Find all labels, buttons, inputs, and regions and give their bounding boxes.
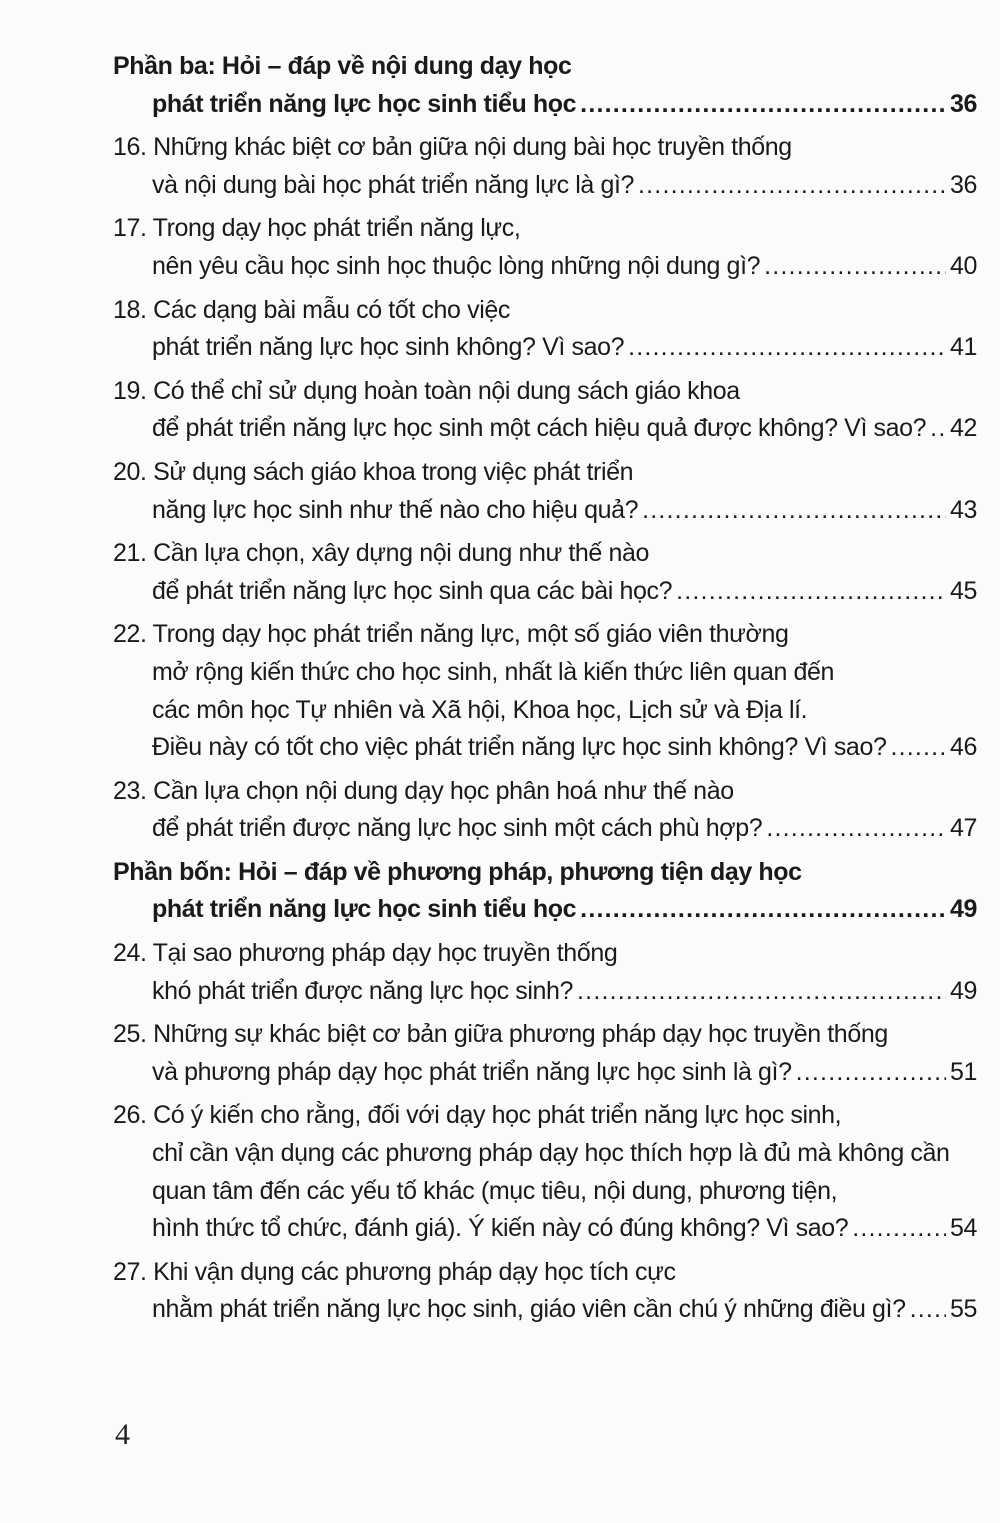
table-of-contents	[113, 48, 977, 1335]
toc-line-text: và phương pháp dạy học phát triển năng lực học sinh là gì?	[152, 1057, 792, 1086]
toc-line-text: để phát triển năng lực học sinh một cách hiệu quả được không? Vì sao?	[152, 414, 927, 443]
toc-line	[113, 410, 977, 448]
toc-page-number: 36	[949, 170, 977, 199]
toc-line-text: khó phát triển được năng lực học sinh?	[152, 976, 574, 1005]
toc-line: 16. Những khác biệt cơ bản giữa nội dung bài học truyền thống	[113, 133, 792, 162]
toc-line-text: để phát triển được năng lực học sinh một cách phù hợp?	[152, 814, 763, 843]
toc-line: 18. Các dạng bài mẫu có tốt cho việc	[113, 295, 510, 324]
toc-page-number: 46	[949, 733, 977, 762]
toc-item	[113, 210, 977, 285]
toc-page-number: 45	[949, 576, 977, 605]
toc-item	[113, 129, 977, 204]
toc-line-text: và nội dung bài học phát triển năng lực là gì?	[152, 170, 635, 199]
toc-line: 23. Cần lựa chọn nội dung dạy học phân hoá như thế nào	[113, 776, 734, 805]
toc-item	[113, 1097, 977, 1247]
toc-page-number: 36	[949, 89, 977, 118]
toc-line-text: nhằm phát triển năng lực học sinh, giáo viên cần chú ý những điều gì?	[152, 1295, 906, 1324]
toc-line	[113, 329, 977, 367]
toc-item	[113, 616, 977, 766]
toc-line: các môn học Tự nhiên và Xã hội, Khoa học, Lịch sử và Địa lí.	[152, 695, 808, 724]
toc-line: chỉ cần vận dụng các phương pháp dạy học thích hợp là đủ mà không cần	[152, 1139, 950, 1168]
toc-page-number: 54	[949, 1214, 977, 1243]
toc-line: 21. Cần lựa chọn, xây dựng nội dung như thế nào	[113, 539, 649, 568]
dot-leader	[577, 973, 946, 1011]
dot-leader	[766, 810, 946, 848]
dot-leader	[910, 1291, 946, 1329]
toc-item	[113, 535, 977, 610]
dot-leader	[796, 1054, 946, 1092]
dot-leader	[890, 729, 946, 767]
dot-leader	[764, 248, 946, 286]
toc-part-heading	[113, 48, 977, 123]
toc-page-number: 55	[949, 1295, 977, 1324]
toc-line	[113, 973, 977, 1011]
toc-item	[113, 373, 977, 448]
toc-page-number: 40	[949, 251, 977, 280]
toc-line: 26. Có ý kiến cho rằng, đối với dạy học phát triển năng lực học sinh,	[113, 1101, 842, 1130]
toc-line	[113, 891, 977, 929]
dot-leader	[852, 1210, 946, 1248]
page-number: 4	[115, 1418, 130, 1451]
toc-line-text: năng lực học sinh như thế nào cho hiệu quả?	[152, 495, 639, 524]
toc-item	[113, 935, 977, 1010]
dot-leader	[638, 167, 946, 205]
dot-leader	[930, 410, 946, 448]
dot-leader	[676, 573, 946, 611]
toc-item	[113, 292, 977, 367]
toc-item	[113, 1254, 977, 1329]
toc-line: Phần bốn: Hỏi – đáp về phương pháp, phương tiện dạy học	[113, 857, 802, 886]
toc-line-text: phát triển năng lực học sinh tiểu học	[152, 895, 577, 924]
toc-line	[113, 1054, 977, 1092]
toc-line: mở rộng kiến thức cho học sinh, nhất là kiến thức liên quan đến	[152, 657, 835, 686]
toc-line	[113, 1210, 977, 1248]
toc-part-heading	[113, 854, 977, 929]
toc-line-text: phát triển năng lực học sinh không? Vì sao?	[152, 333, 625, 362]
toc-line-text: hình thức tổ chức, đánh giá). Ý kiến này có đúng không? Vì sao?	[152, 1214, 849, 1243]
toc-line: 25. Những sự khác biệt cơ bản giữa phương pháp dạy học truyền thống	[113, 1020, 888, 1049]
toc-line: 17. Trong dạy học phát triển năng lực,	[113, 214, 521, 243]
toc-line	[113, 248, 977, 286]
toc-item	[113, 773, 977, 848]
toc-line-text: Điều này có tốt cho việc phát triển năng lực học sinh không? Vì sao?	[152, 733, 887, 762]
toc-line	[113, 492, 977, 530]
toc-line: 20. Sử dụng sách giáo khoa trong việc phát triển	[113, 457, 634, 486]
toc-line	[113, 810, 977, 848]
toc-line: 27. Khi vận dụng các phương pháp dạy học tích cực	[113, 1257, 676, 1286]
toc-page-number: 49	[949, 895, 977, 924]
toc-line: 22. Trong dạy học phát triển năng lực, một số giáo viên thường	[113, 620, 789, 649]
toc-line-text: để phát triển năng lực học sinh qua các bài học?	[152, 576, 673, 605]
toc-item	[113, 454, 977, 529]
toc-line-text: nên yêu cầu học sinh học thuộc lòng những nội dung gì?	[152, 251, 761, 280]
dot-leader	[580, 86, 946, 124]
toc-line	[113, 86, 977, 124]
toc-page-number: 51	[949, 1057, 977, 1086]
dot-leader	[628, 329, 946, 367]
toc-page-number: 47	[949, 814, 977, 843]
toc-line: quan tâm đến các yếu tố khác (mục tiêu, nội dung, phương tiện,	[152, 1176, 838, 1205]
toc-page-number: 49	[949, 976, 977, 1005]
toc-line	[113, 167, 977, 205]
dot-leader	[642, 492, 946, 530]
toc-line: Phần ba: Hỏi – đáp về nội dung dạy học	[113, 52, 572, 80]
toc-line	[113, 573, 977, 611]
dot-leader	[580, 891, 946, 929]
toc-line-text: phát triển năng lực học sinh tiểu học	[152, 89, 577, 118]
toc-line: 24. Tại sao phương pháp dạy học truyền thống	[113, 939, 618, 968]
toc-page-number: 43	[949, 495, 977, 524]
toc-line: 19. Có thể chỉ sử dụng hoàn toàn nội dung sách giáo khoa	[113, 376, 740, 405]
toc-page-number: 42	[949, 414, 977, 443]
toc-item	[113, 1016, 977, 1091]
toc-line	[113, 1291, 977, 1329]
toc-page-number: 41	[949, 333, 977, 362]
toc-line	[113, 729, 977, 767]
